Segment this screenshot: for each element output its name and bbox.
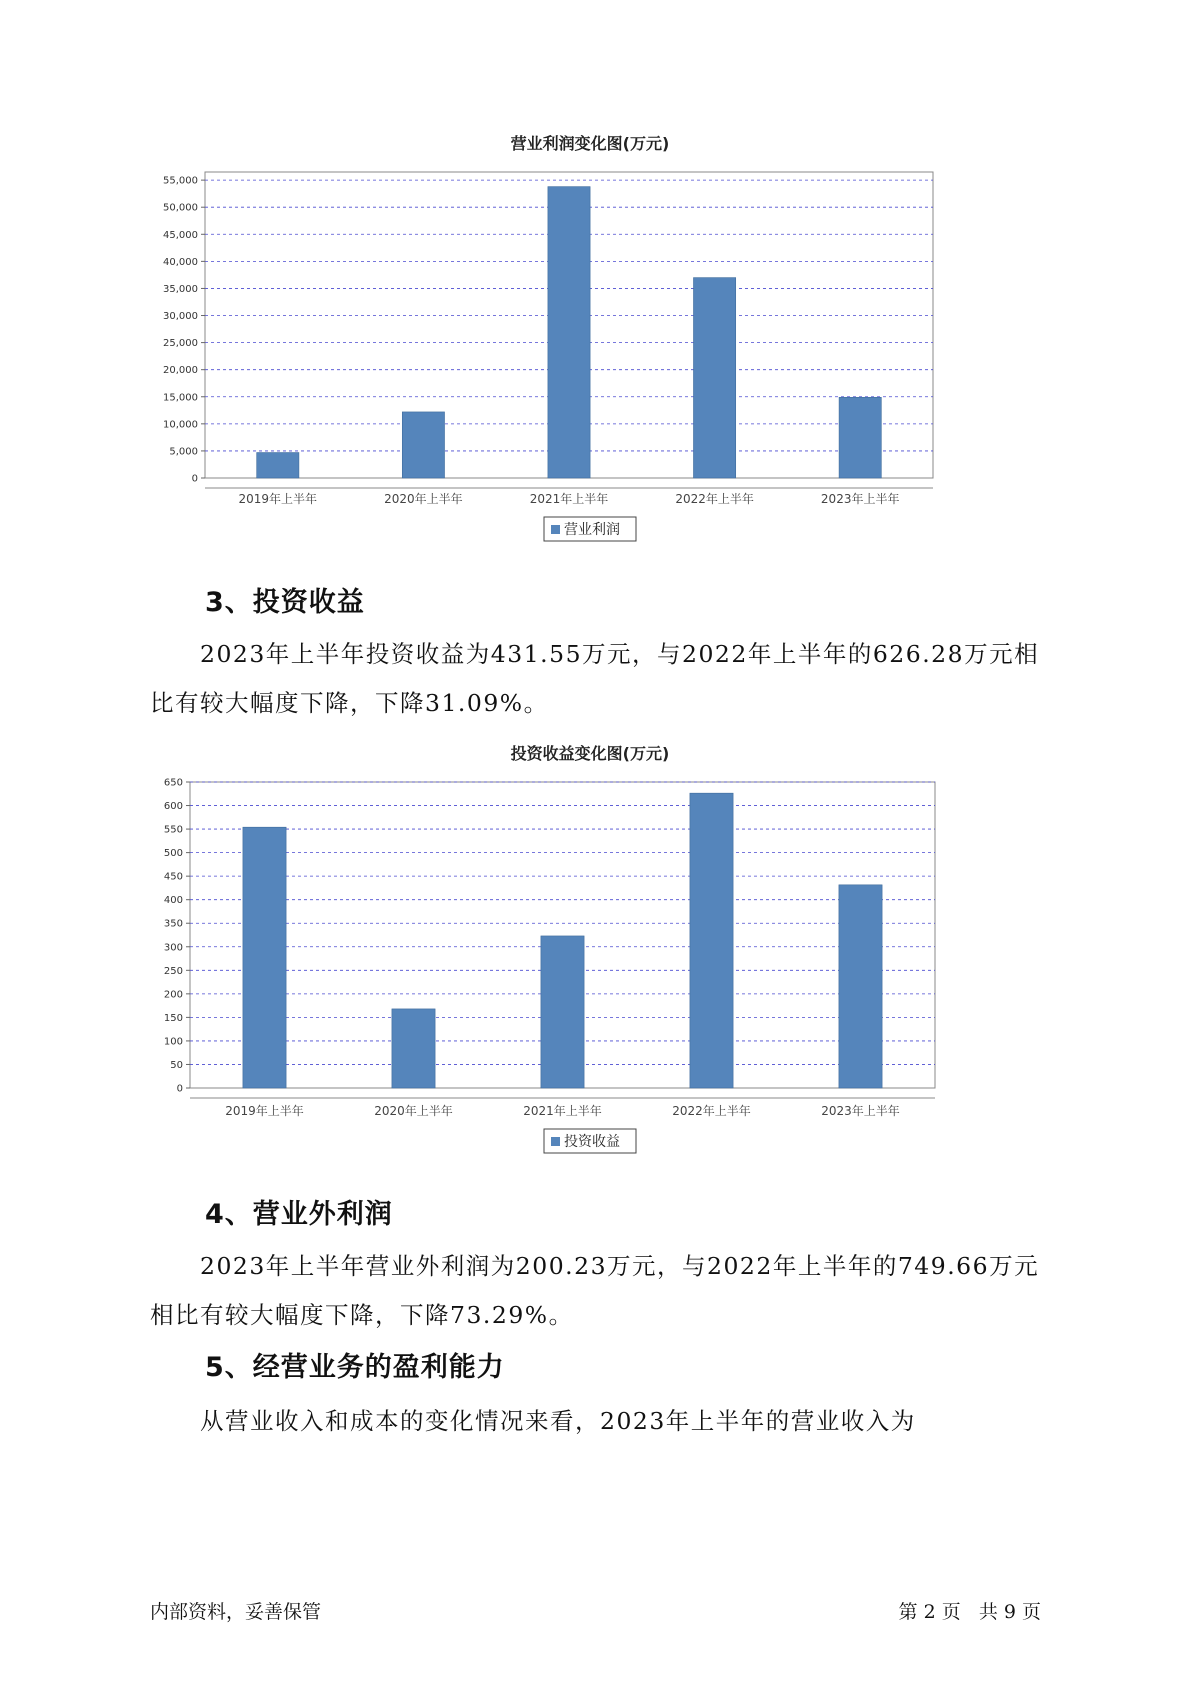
x-tick-label: 2021年上半年 [529,492,609,506]
y-tick-label: 0 [176,1083,183,1095]
y-tick-label: 40,000 [163,256,198,268]
paragraph-business-profitability: 从营业收入和成本的变化情况来看，2023年上半年的营业收入为 [200,1407,916,1435]
operating-profit-chart [150,130,1030,560]
y-tick-label: 600 [163,801,183,813]
legend-swatch [551,1137,560,1146]
x-tick-label: 2020年上半年 [384,492,463,506]
bar [257,453,299,478]
y-tick-label: 20,000 [163,365,198,377]
operating-profit-chart-svg [150,130,1030,560]
y-tick-label: 5,000 [169,446,198,458]
y-tick-label: 550 [163,824,183,836]
x-tick-label: 2023年上半年 [821,1104,900,1118]
section-heading-investment-income: 3、投资收益 [205,587,365,618]
y-tick-label: 250 [163,965,183,977]
y-tick-label: 30,000 [163,311,198,323]
x-tick-label: 2021年上半年 [523,1104,602,1118]
y-tick-label: 35,000 [163,283,198,295]
y-tick-label: 350 [163,918,183,930]
y-tick-label: 450 [163,871,183,883]
x-tick-label: 2022年上半年 [672,1104,751,1118]
y-tick-label: 650 [163,777,183,789]
x-tick-label: 2019年上半年 [225,1104,304,1118]
bar [548,187,590,478]
y-tick-label: 10,000 [163,419,198,431]
y-tick-label: 150 [163,1012,183,1024]
investment-income-chart-svg [150,740,1030,1170]
legend-label: 营业利润 [564,522,620,538]
y-tick-label: 400 [163,895,183,907]
bar [243,827,286,1088]
y-tick-label: 45,000 [163,229,198,241]
bar [690,793,733,1088]
x-tick-label: 2020年上半年 [374,1104,453,1118]
y-tick-label: 15,000 [163,392,198,404]
y-tick-label: 55,000 [163,175,198,187]
x-tick-label: 2022年上半年 [675,492,754,506]
footer-page-number: 第 2 页 共 9 页 [898,1601,1041,1623]
bar [693,278,735,478]
paragraph-non-operating-profit: 2023年上半年营业外利润为200.23万元，与2022年上半年的749.66万元相比有较大幅度下降，下降73.29%。 [150,1252,1040,1329]
x-tick-label: 2023年上半年 [820,492,900,506]
chart-title: 投资收益变化图(万元) [510,744,670,763]
bar [839,397,881,478]
legend-swatch [551,525,560,534]
y-tick-label: 25,000 [163,338,198,350]
y-tick-label: 200 [163,989,183,1001]
footer-confidential-note: 内部资料，妥善保管 [150,1601,322,1623]
paragraph-investment-income: 2023年上半年投资收益为431.55万元，与2022年上半年的626.28万元相比有较大幅度下降，下降31.09%。 [150,640,1040,717]
bar [402,412,444,478]
y-tick-label: 0 [191,473,198,485]
y-tick-label: 100 [163,1036,183,1048]
y-tick-label: 300 [163,942,183,954]
bar [392,1009,435,1088]
legend-label: 投资收益 [564,1134,620,1150]
bar [839,885,882,1088]
y-tick-label: 500 [163,848,183,860]
chart-title: 营业利润变化图(万元) [510,134,670,153]
x-tick-label: 2019年上半年 [238,492,318,506]
investment-income-chart [150,740,1030,1170]
section-heading-business-profitability: 5、经营业务的盈利能力 [205,1352,505,1383]
section-heading-non-operating-profit: 4、营业外利润 [205,1199,393,1230]
y-tick-label: 50 [170,1059,183,1071]
y-tick-label: 50,000 [163,202,198,214]
bar [541,936,584,1088]
